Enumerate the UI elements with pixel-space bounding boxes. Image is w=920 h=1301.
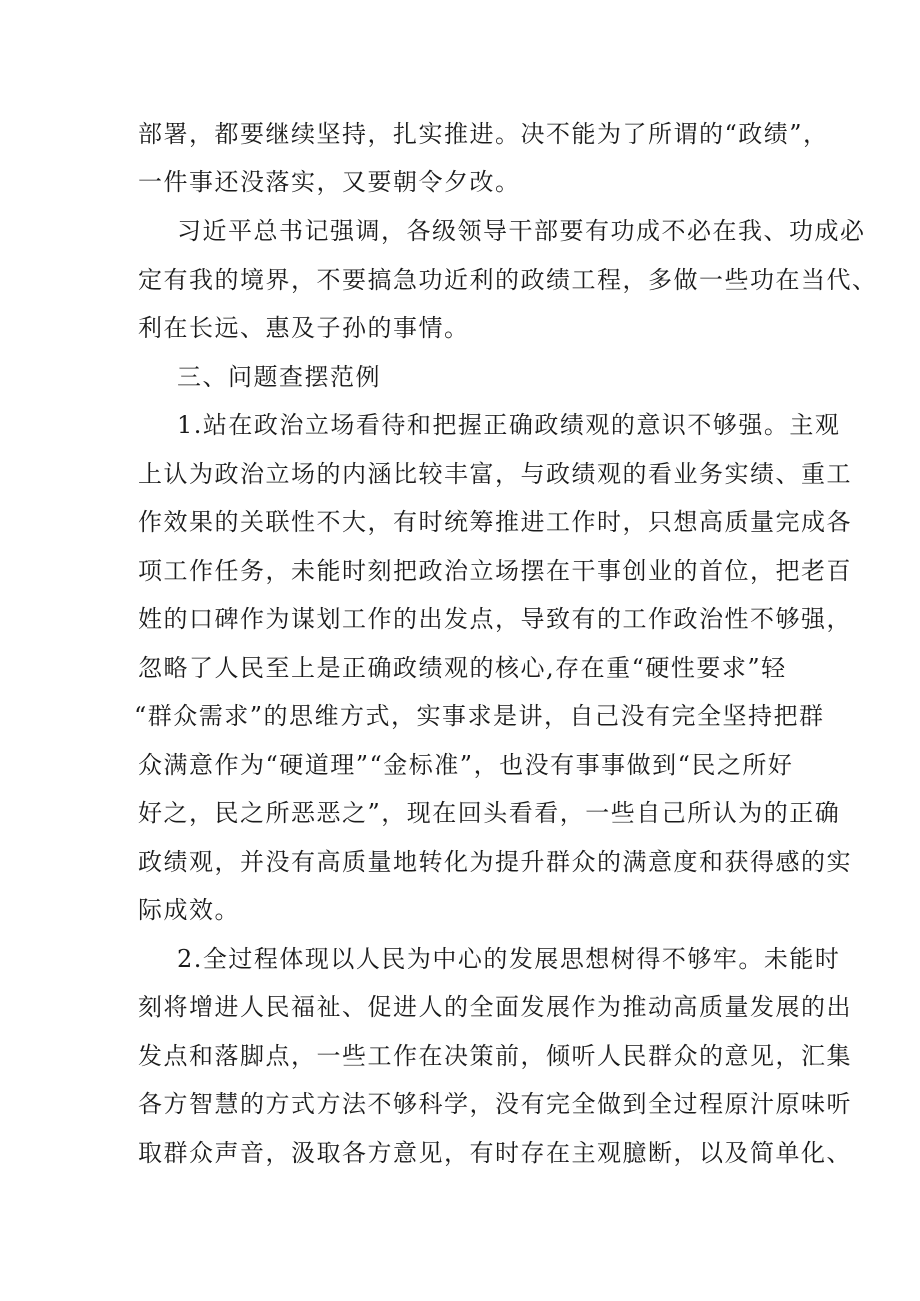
text-line: 发点和落脚点，一些工作在决策前，倾听人民群众的意见，汇集 — [138, 1042, 852, 1070]
text-line: 忽略了人民至上是正确政绩观的核心,存在重“硬性要求”轻 — [138, 654, 787, 682]
text-line: 2.全过程体现以人民为中心的发展思想树得不够牢。未能时 — [177, 945, 841, 973]
text-line: 习近平总书记强调，各级领导干部要有功成不必在我、功成必 — [177, 217, 866, 245]
text-line: 作效果的关联性不大，有时统筹推进工作时，只想高质量完成各 — [138, 508, 852, 536]
text-line: 上认为政治立场的内涵比较丰富，与政绩观的看业务实绩、重工 — [138, 460, 852, 488]
text-line: 际成效。 — [138, 896, 240, 924]
section-heading: 三、问题查摆范例 — [177, 363, 381, 391]
text-line: “群众需求”的思维方式，实事求是讲，自己没有完全坚持把群 — [134, 702, 825, 730]
text-line: 众满意作为“硬道理”“金标准”，也没有事事做到“民之所好 — [138, 751, 794, 779]
text-line: 利在长远、惠及子孙的事情。 — [138, 314, 470, 342]
text-line: 部署，都要继续坚持，扎实推进。决不能为了所谓的“政绩”， — [138, 120, 829, 148]
text-line: 姓的口碑作为谋划工作的出发点，导致有的工作政治性不够强， — [138, 605, 852, 633]
text-line: 刻将增进人民福祉、促进人的全面发展作为推动高质量发展的出 — [138, 993, 852, 1021]
text-line: 各方智慧的方式方法不够科学，没有完全做到全过程原汁原味听 — [138, 1090, 852, 1118]
text-line: 取群众声音，汲取各方意见，有时存在主观臆断，以及简单化、 — [138, 1139, 852, 1167]
text-line: 1.站在政治立场看待和把握正确政绩观的意识不够强。主观 — [177, 411, 841, 439]
text-line: 一件事还没落实，又要朝令夕改。 — [138, 168, 521, 196]
text-line: 好之，民之所恶恶之”，现在回头看看，一些自己所认为的正确 — [138, 799, 841, 827]
text-line: 定有我的境界，不要搞急功近利的政绩工程，多做一些功在当代、 — [138, 266, 878, 294]
text-line: 政绩观，并没有高质量地转化为提升群众的满意度和获得感的实 — [138, 848, 852, 876]
text-line: 项工作任务，未能时刻把政治立场摆在干事创业的首位，把老百 — [138, 557, 852, 585]
